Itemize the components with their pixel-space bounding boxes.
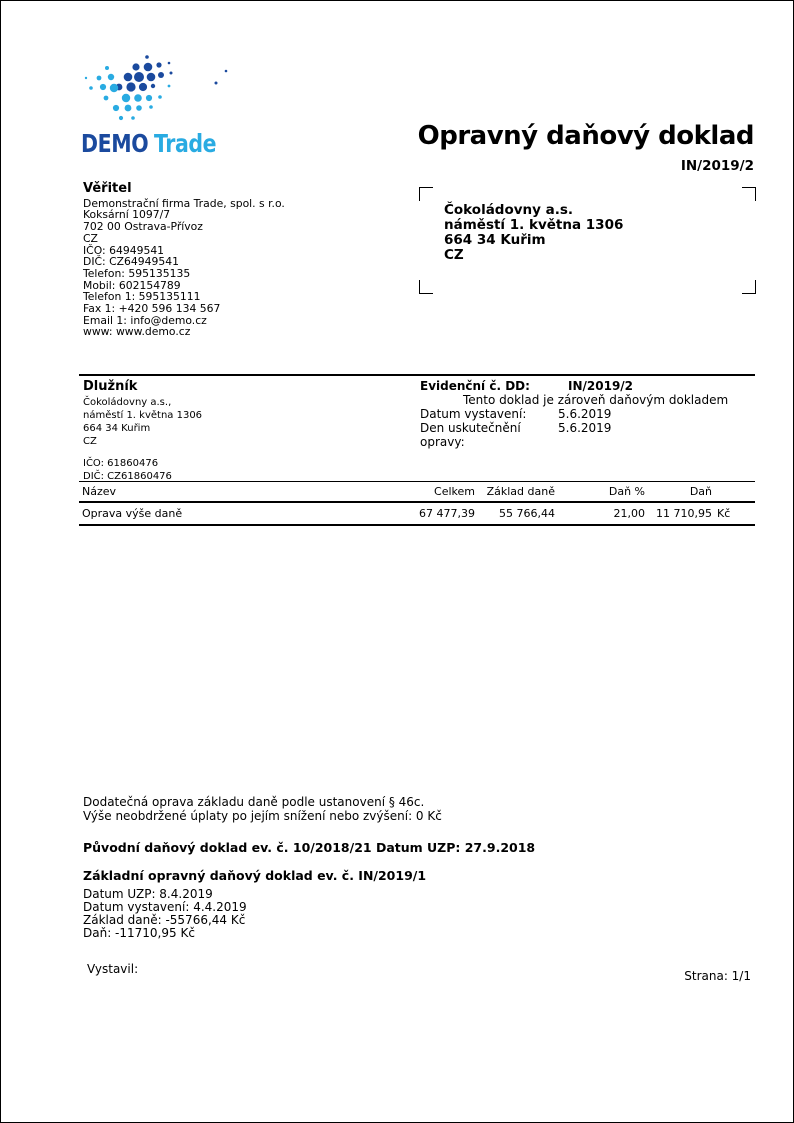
creditor-line: Koksární 1097/7 xyxy=(83,208,171,222)
correction-notes xyxy=(83,796,442,823)
correction-date-value: 5.6.2019 xyxy=(558,421,612,435)
header-vat-rate: Daň % xyxy=(608,485,645,498)
corrective-document-details xyxy=(83,888,247,940)
creditor-line: Telefon: 595135135 xyxy=(83,266,191,280)
debtor-heading: Dlužník xyxy=(83,379,138,394)
header-currency xyxy=(712,485,755,498)
debtor-ico: IČO: 61860476 xyxy=(83,458,159,469)
creditor-line: Fax 1: +420 596 134 567 xyxy=(83,302,221,316)
corner-mark-top-right xyxy=(742,187,756,201)
header-total: Celkem xyxy=(434,485,475,498)
demo-trade-logo xyxy=(81,51,251,158)
base-corrective-document-reference: Základní opravný daňový doklad ev. č. IN/2019/1 xyxy=(83,868,427,883)
cell-vat-rate: 21,00 xyxy=(613,507,645,520)
section-divider xyxy=(79,374,755,376)
header-name: Název xyxy=(82,485,117,498)
corner-mark-bottom-left xyxy=(419,280,433,294)
items-table-header xyxy=(79,482,755,503)
title-block xyxy=(418,121,754,174)
recipient-line: Čokoládovny a.s. xyxy=(444,202,574,218)
detail-line: Daň: -11710,95 Kč xyxy=(83,926,195,940)
creditor-line: Demonstrační firma Trade, spol. s r.o. xyxy=(83,196,285,210)
recipient-address xyxy=(444,203,623,263)
evidence-number-value: IN/2019/2 xyxy=(568,379,634,393)
logo-brand-primary: DEMO xyxy=(81,129,149,158)
issue-date-value: 5.6.2019 xyxy=(558,407,612,421)
cell-vat: 11 710,95 xyxy=(656,507,712,520)
document-number: IN/2019/2 xyxy=(680,158,754,174)
detail-line: Datum UZP: 8.4.2019 xyxy=(83,887,213,901)
note-line: Dodatečná oprava základu daně podle ustanovení § 46c. xyxy=(83,795,425,809)
logo-wordmark xyxy=(81,129,220,158)
creditor-line: Telefon 1: 595135111 xyxy=(83,290,201,304)
logo-brand-secondary: Trade xyxy=(153,129,217,158)
page-number: Strana: 1/1 xyxy=(684,969,751,983)
creditor-line: www: www.demo.cz xyxy=(83,325,191,339)
table-row xyxy=(79,503,755,526)
evidence-number-label: Evidenční č. DD: xyxy=(420,379,530,393)
original-document-reference: Původní daňový doklad ev. č. 10/2018/21 Datum UZP: 27.9.2018 xyxy=(83,840,536,855)
creditor-line: Email 1: info@demo.cz xyxy=(83,313,207,327)
cell-total: 67 477,39 xyxy=(419,507,475,520)
issue-date-label: Datum vystavení: xyxy=(420,407,527,421)
tax-document-note: Tento doklad je zároveň daňovým dokladem xyxy=(463,393,729,407)
items-table xyxy=(79,481,755,526)
recipient-line: náměstí 1. května 1306 xyxy=(444,217,624,233)
header-vat: Daň xyxy=(689,485,712,498)
detail-line: Základ daně: -55766,44 Kč xyxy=(83,913,246,927)
corner-mark-top-left xyxy=(419,187,433,201)
page-title: Opravný daňový doklad xyxy=(417,121,754,151)
creditor-heading: Věřitel xyxy=(83,181,132,196)
recipient-line: 664 34 Kuřim xyxy=(444,232,546,248)
creditor-line: 702 00 Ostrava-Přívoz xyxy=(83,220,203,234)
detail-line: Datum vystavení: 4.4.2019 xyxy=(83,900,247,914)
recipient-line: CZ xyxy=(444,247,464,263)
cell-name: Oprava výše daně xyxy=(82,507,183,520)
debtor-line: CZ xyxy=(83,436,97,447)
cell-currency: Kč xyxy=(717,507,731,520)
document-info-block xyxy=(420,379,756,449)
debtor-line: Čokoládovny a.s., xyxy=(83,397,172,408)
creditor-line: DIČ: CZ64949541 xyxy=(83,255,179,269)
header-base: Základ daně xyxy=(486,485,555,498)
debtor-line: náměstí 1. května 1306 xyxy=(83,410,203,421)
debtor-line: 664 34 Kuřim xyxy=(83,423,151,434)
logo-dots-icon xyxy=(81,51,246,123)
creditor-line: CZ xyxy=(83,231,98,245)
cell-base: 55 766,44 xyxy=(499,507,555,520)
creditor-line: IČO: 64949541 xyxy=(83,243,165,257)
debtor-dic: DIČ: CZ61860476 xyxy=(83,471,172,482)
creditor-block xyxy=(83,183,285,338)
creditor-line: Mobil: 602154789 xyxy=(83,278,181,292)
issued-by-label: Vystavil: xyxy=(87,962,139,976)
debtor-block xyxy=(83,379,202,483)
correction-date-label: Den uskutečnění opravy: xyxy=(420,421,521,449)
note-line: Výše neobdržené úplaty po jejím snížení nebo zvýšení: 0 Kč xyxy=(83,808,442,823)
corner-mark-bottom-right xyxy=(742,280,756,294)
recipient-address-box xyxy=(419,187,756,294)
